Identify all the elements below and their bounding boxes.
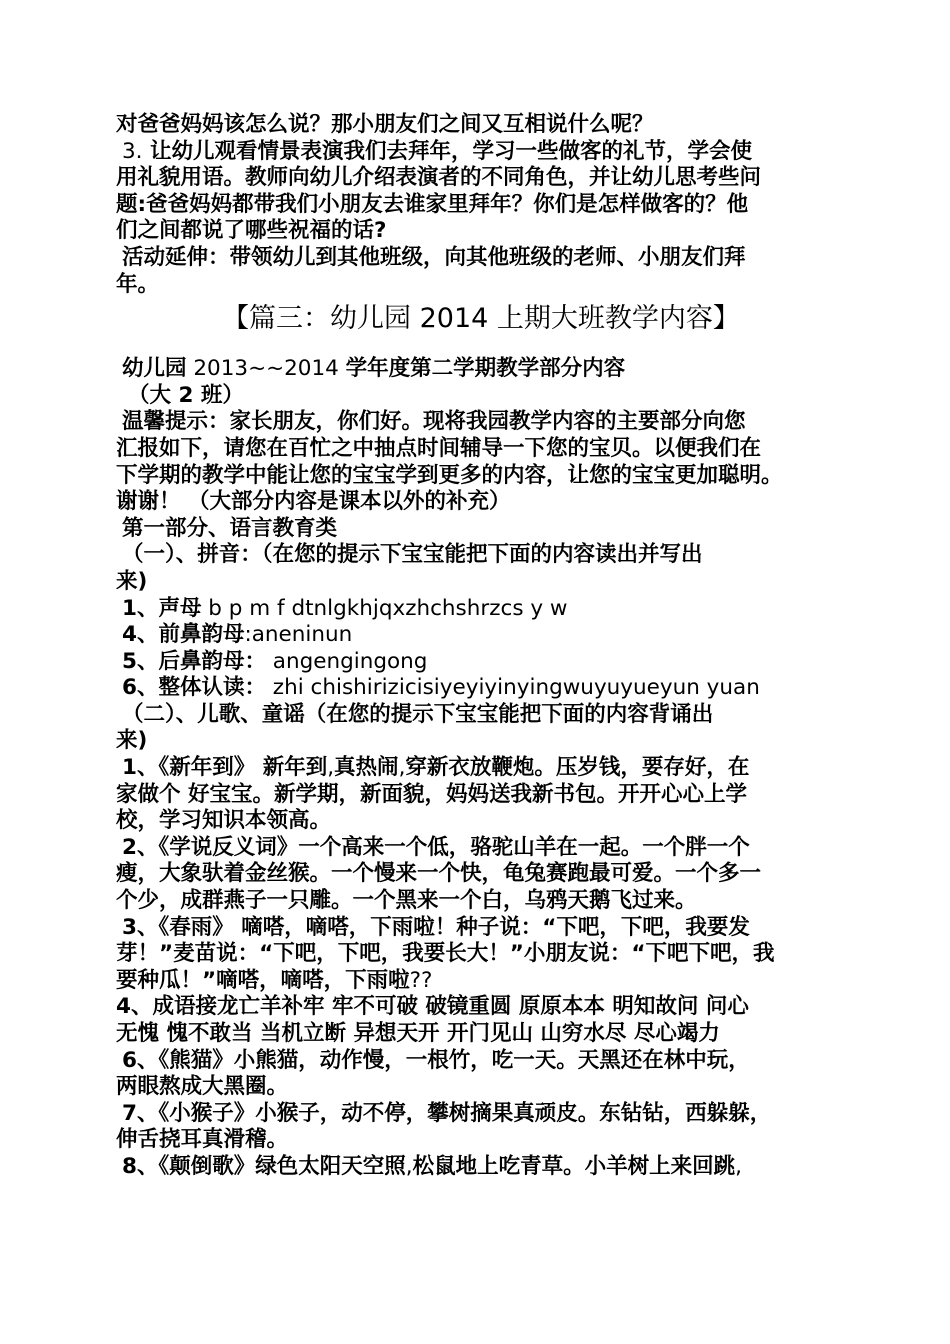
song-line: 两眼熬成大黑圈。 — [116, 1074, 289, 1100]
song-line: 家做个 好宝宝。新学期，新面貌，妈妈送我新书包。开开心心上学 — [116, 781, 747, 807]
pinyin-item — [116, 675, 846, 702]
song-line: 无愧 愧不敢当 当机立断 异想天开 开门见山 山穷水尽 尽心竭力 — [116, 1021, 720, 1046]
activity-extension: 活动延伸：带领幼儿到其他班级，向其他班级的老师、小朋友们拜 — [122, 244, 746, 270]
song-item — [116, 1154, 846, 1181]
text-line: 年。 — [116, 271, 160, 297]
comma: , — [405, 1153, 413, 1179]
pinyin-text: angengingong — [265, 648, 428, 674]
text-line: 用礼貌用语。教师向幼儿介绍表演者的不同角色，并让幼儿思考些问 — [116, 165, 762, 191]
comma: , — [327, 755, 335, 781]
song-text: 8、《颠倒歌》绿色太阳天空照 — [122, 1153, 406, 1179]
song-item: 7、《小猴子》小猴子，动不停，攀树摘果真顽皮。东钻钻，西躲躲， — [122, 1100, 772, 1126]
pinyin-item — [116, 649, 846, 676]
item-text: 让幼儿观看情景表演我们去拜年，学习一些做客的礼节，学会使 — [142, 138, 753, 164]
heading-years: 2013~~2014 — [186, 356, 346, 382]
song-item: 6、《熊猫》小熊猫，动作慢，一根竹，吃一天。天黑还在林中玩， — [122, 1047, 750, 1073]
subsection-heading: 来) — [116, 568, 148, 594]
song-text: 要种瓜！”嘀嗒，嘀嗒，下雨啦 — [116, 967, 410, 993]
pinyin-label: 1、声母 — [122, 595, 202, 621]
section-title: 【篇三：幼儿园 2014 上期大班教学内容】 — [222, 303, 740, 335]
song-line: 芽！”麦苗说：“下吧，下吧，我要长大！”小朋友说：“下吧下吧，我 — [116, 941, 775, 967]
song-item: 2、《学说反义词》一个高来一个低，骆驼山羊在一起。一个胖一个 — [122, 834, 750, 860]
tip-line: 下学期的教学中能让您的宝宝学到更多的内容，让您的宝宝更加聪明。 — [116, 462, 783, 488]
song-text: 穿新衣放鞭炮。压岁钱，要存好，在 — [405, 755, 750, 781]
song-line: 瘦，大象驮着金丝猴。一个慢来一个快，龟兔赛跑最可爱。一个多一 — [116, 861, 762, 887]
subsection-heading: （一）、拼音：（在您的提示下宝宝能把下面的内容读出并写出 — [122, 542, 703, 568]
comma: , — [735, 1153, 742, 1179]
song-line: 个少，成群燕子一只雕。一个黑来一个白，乌鸦天鹅飞过来。 — [116, 888, 697, 914]
document-page — [116, 112, 846, 1181]
subsection-heading: （二）、儿歌、童谣（在您的提示下宝宝能把下面的内容背诵出 — [122, 701, 714, 727]
subsection-heading: 来) — [116, 728, 148, 754]
pinyin-text: :aneninun — [244, 622, 353, 648]
class-label: （大 2 班） — [128, 382, 244, 408]
list-item-3 — [116, 139, 846, 166]
song-text: 真热闹 — [334, 755, 399, 781]
item-number: 3. — [122, 138, 143, 164]
text-line: 题:爸爸妈妈都带我们小朋友去谁家里拜年？你们是怎样做客的？他 — [116, 191, 749, 217]
song-item: 4、成语接龙亡羊补牢 牢不可破 破镜重圆 原原本本 明知故问 问心 — [116, 994, 749, 1020]
song-text: 1、《新年到》 新年到 — [122, 755, 328, 781]
song-item — [116, 755, 846, 782]
part-heading: 第一部分、语言教育类 — [122, 515, 338, 541]
text-line: 们之间都说了哪些祝福的话? — [116, 218, 387, 244]
pinyin-text: zhi chishirizicisiyeyiyinyingwuyuyueyun yuan — [265, 675, 760, 701]
song-item: 3、《春雨》 嘀嗒，嘀嗒，下雨啦！种子说：“下吧，下吧，我要发 — [122, 914, 750, 940]
heading-part: 学年度第二学期教学部分内容 — [345, 356, 626, 382]
song-line: 校，学习知识本领高。 — [116, 808, 332, 834]
song-line — [116, 968, 846, 995]
pinyin-label: 4、前鼻韵母 — [122, 622, 245, 648]
pinyin-label: 5、后鼻韵母： — [122, 648, 266, 674]
song-text: ?? — [409, 967, 433, 993]
tip-line: 谢谢！ （大部分内容是课本以外的补充） — [116, 489, 511, 515]
pinyin-text: b p m f dtnlgkhjqxzhchshrzcs y w — [201, 595, 568, 621]
pinyin-item — [116, 596, 846, 623]
text-line: 对爸爸妈妈该怎么说？那小朋友们之间又互相说什么呢？ — [116, 112, 654, 137]
document-heading — [116, 356, 846, 383]
pinyin-label: 6、整体认读： — [122, 675, 266, 701]
heading-part: 幼儿园 — [122, 356, 187, 382]
pinyin-item — [116, 622, 846, 649]
song-line: 伸舌挠耳真滑稽。 — [116, 1127, 289, 1153]
song-text: 松鼠地上吃青草。小羊树上来回跳 — [412, 1153, 736, 1179]
tip-line: 温馨提示：家长朋友，你们好。现将我园教学内容的主要部分向您 — [122, 409, 746, 435]
comma: , — [398, 755, 406, 781]
tip-line: 汇报如下，请您在百忙之中抽点时间辅导一下您的宝贝。以便我们在 — [116, 435, 762, 461]
